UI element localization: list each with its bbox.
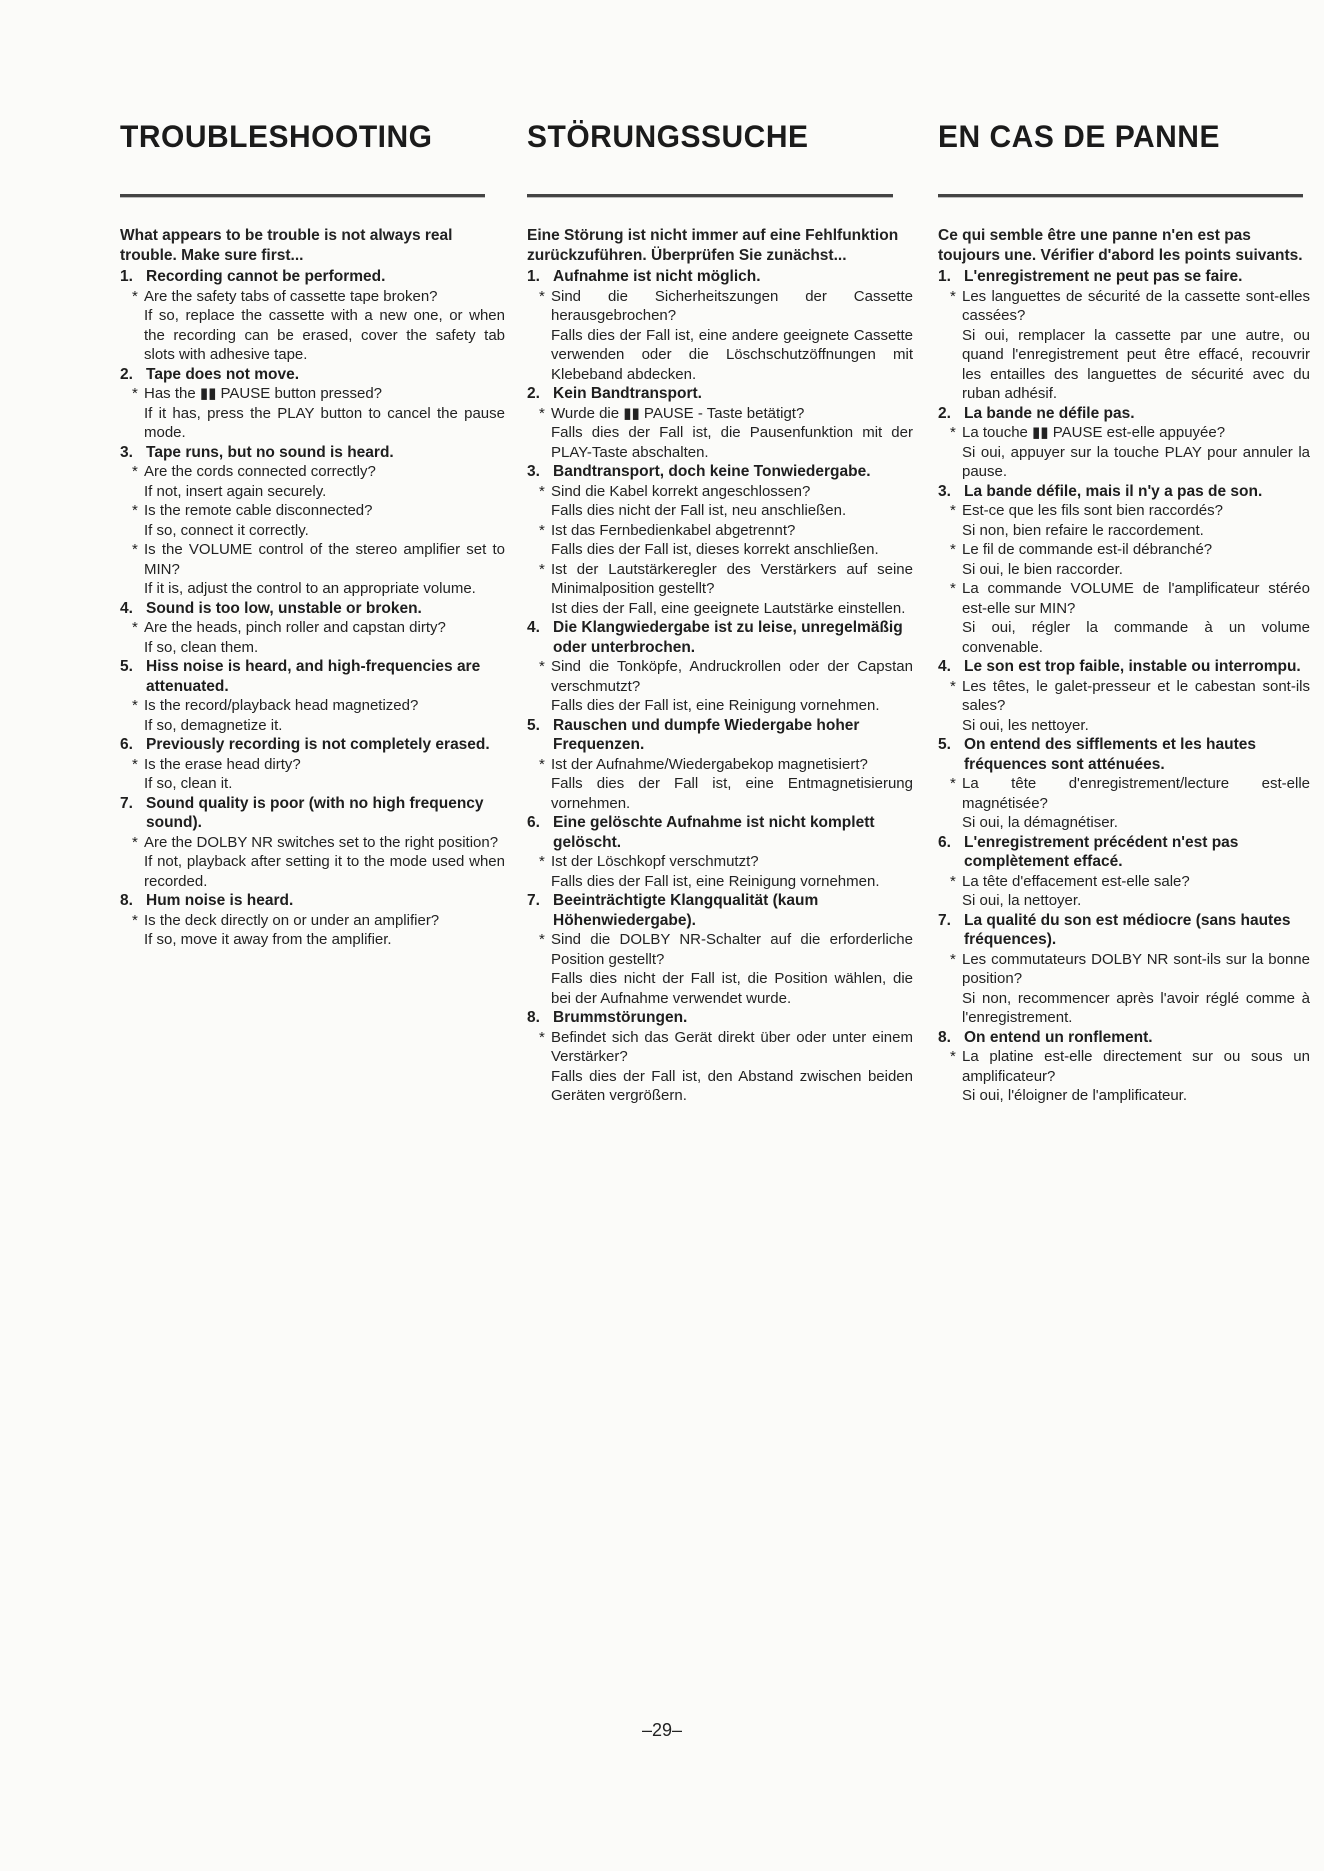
item-number: 5. xyxy=(120,658,133,675)
check-question: Befindet sich das Gerät direkt über oder unter einem Verstärker? xyxy=(551,1028,913,1065)
item-number: 5. xyxy=(938,736,951,753)
trouble-item xyxy=(120,365,505,443)
check-question: Is the VOLUME control of the stereo amplifier set to MIN? xyxy=(144,541,505,578)
item-title-text: La qualité du son est médiocre (sans hautes fréquences). xyxy=(964,911,1291,948)
check-answer: Si oui, appuyer sur la touche PLAY pour annuler la pause. xyxy=(962,443,1310,480)
asterisk-bullet-icon: * xyxy=(950,775,956,792)
trouble-item xyxy=(527,618,913,716)
section-heading-de: STÖRUNGSSUCHE xyxy=(527,120,809,155)
trouble-title xyxy=(120,443,505,463)
item-number: 6. xyxy=(527,814,540,831)
check-item-body xyxy=(551,287,913,385)
trouble-item xyxy=(120,599,505,658)
asterisk-bullet-icon: * xyxy=(132,502,138,519)
asterisk-bullet-icon: * xyxy=(132,463,138,480)
item-title-text: Aufnahme ist nicht möglich. xyxy=(553,268,761,285)
check-item-body xyxy=(962,774,1310,833)
check-answer: If not, playback after setting it to the mode used when recorded. xyxy=(144,853,505,890)
check-item xyxy=(539,755,913,814)
check-question: La touche ▮▮ PAUSE est-elle appuyée? xyxy=(962,424,1226,441)
asterisk-bullet-icon: * xyxy=(950,502,956,519)
trouble-item xyxy=(527,384,913,462)
check-answer: Falls dies der Fall ist, eine Reinigung vornehmen. xyxy=(551,697,880,714)
item-number: 7. xyxy=(938,911,951,929)
item-title-text: Die Klangwiedergabe ist zu leise, unregelmäßig oder unterbrochen. xyxy=(553,619,903,656)
check-question: Are the heads, pinch roller and capstan dirty? xyxy=(144,619,446,636)
item-title-text: Tape does not move. xyxy=(146,365,300,383)
check-item-body xyxy=(551,560,913,619)
check-item xyxy=(950,579,1310,657)
asterisk-bullet-icon: * xyxy=(539,931,545,948)
trouble-item xyxy=(938,735,1310,833)
trouble-title xyxy=(938,1028,1310,1048)
asterisk-bullet-icon: * xyxy=(132,911,138,929)
asterisk-bullet-icon: * xyxy=(539,287,545,305)
trouble-item xyxy=(938,482,1310,658)
check-item xyxy=(132,540,505,599)
trouble-item xyxy=(527,1008,913,1106)
item-number: 3. xyxy=(527,463,540,480)
check-item xyxy=(950,423,1310,482)
check-item-body xyxy=(962,950,1310,1028)
asterisk-bullet-icon: * xyxy=(950,950,956,968)
trouble-item xyxy=(938,404,1310,482)
check-answer: Si oui, la nettoyer. xyxy=(962,892,1082,909)
check-question: La platine est-elle directement sur ou sous un amplificateur? xyxy=(962,1048,1310,1085)
trouble-item xyxy=(938,267,1310,404)
check-question: Wurde die ▮▮ PAUSE - Taste betätigt? xyxy=(551,404,805,422)
asterisk-bullet-icon: * xyxy=(132,697,138,714)
trouble-title xyxy=(120,794,505,833)
check-answer: Falls dies der Fall ist, den Abstand zwischen beiden Geräten vergrößern. xyxy=(551,1067,913,1104)
item-title-text: Beeinträchtigte Klangqualität (kaum Höhenwiedergabe). xyxy=(553,892,819,929)
heading-divider xyxy=(527,194,893,198)
check-answer: If so, demagnetize it. xyxy=(144,716,283,734)
trouble-title xyxy=(527,618,913,657)
trouble-item xyxy=(527,813,913,891)
check-item xyxy=(132,462,505,501)
check-answer: Falls dies der Fall ist, eine Reinigung vornehmen. xyxy=(551,872,880,890)
check-question: Are the cords connected correctly? xyxy=(144,463,376,480)
item-title-text: Hiss noise is heard, and high-frequencies are attenuated. xyxy=(146,658,481,695)
item-title-text: L'enregistrement précédent n'est pas complètement effacé. xyxy=(964,833,1239,870)
item-number: 1. xyxy=(938,268,951,285)
section-heading-fr: EN CAS DE PANNE xyxy=(938,120,1220,155)
item-number: 5. xyxy=(527,716,540,734)
check-item-body xyxy=(962,579,1310,657)
asterisk-bullet-icon: * xyxy=(132,541,138,558)
check-item xyxy=(950,287,1310,404)
trouble-title xyxy=(938,833,1310,872)
heading-divider xyxy=(120,194,485,198)
check-question: Ist das Fernbedienkabel abgetrennt? xyxy=(551,521,796,539)
trouble-title xyxy=(938,911,1310,950)
asterisk-bullet-icon: * xyxy=(950,677,956,695)
check-item-body xyxy=(962,423,1310,482)
asterisk-bullet-icon: * xyxy=(950,1048,956,1065)
trouble-title xyxy=(120,891,505,911)
check-item-body xyxy=(551,521,913,560)
check-question: Are the DOLBY NR switches set to the right position? xyxy=(144,833,499,851)
trouble-item xyxy=(527,462,913,618)
check-item-body xyxy=(144,911,505,950)
check-answer: If it is, adjust the control to an appropriate volume. xyxy=(144,580,476,597)
asterisk-bullet-icon: * xyxy=(950,580,956,597)
check-answer: Si oui, les nettoyer. xyxy=(962,716,1089,734)
trouble-title xyxy=(938,657,1310,677)
asterisk-bullet-icon: * xyxy=(539,482,545,500)
check-question: Are the safety tabs of cassette tape broken? xyxy=(144,287,438,305)
check-question: Sind die Kabel korrekt angeschlossen? xyxy=(551,482,811,500)
column-french xyxy=(938,118,1310,1106)
trouble-item xyxy=(120,794,505,892)
check-question: Les commutateurs DOLBY NR sont-ils sur la bonne position? xyxy=(962,950,1310,987)
check-question: Is the record/playback head magnetized? xyxy=(144,697,419,714)
item-number: 4. xyxy=(120,599,133,617)
item-number: 7. xyxy=(527,892,540,909)
trouble-item xyxy=(527,891,913,1008)
trouble-item xyxy=(120,443,505,599)
trouble-item xyxy=(938,911,1310,1028)
check-item xyxy=(132,618,505,657)
item-number: 4. xyxy=(938,658,951,675)
item-title-text: Kein Bandtransport. xyxy=(553,385,702,402)
check-answer: If so, move it away from the amplifier. xyxy=(144,931,392,948)
intro-text: Ce qui semble être une panne n'en est pas toujours une. Vérifier d'abord les points suivants. xyxy=(938,227,1303,264)
item-title-text: Tape runs, but no sound is heard. xyxy=(146,443,394,461)
trouble-item xyxy=(527,267,913,384)
check-answer: Si oui, l'éloigner de l'amplificateur. xyxy=(962,1087,1188,1104)
check-answer: If so, connect it correctly. xyxy=(144,521,309,539)
check-question: Has the ▮▮ PAUSE button pressed? xyxy=(144,385,383,402)
trouble-item xyxy=(120,735,505,794)
item-number: 4. xyxy=(527,619,540,636)
asterisk-bullet-icon: * xyxy=(132,755,138,773)
check-question: Is the erase head dirty? xyxy=(144,755,301,773)
check-item xyxy=(539,852,913,891)
asterisk-bullet-icon: * xyxy=(950,541,956,558)
check-answer: Falls dies der Fall ist, die Pausenfunktion mit der PLAY-Taste abschalten. xyxy=(551,424,913,461)
check-item-body xyxy=(144,618,505,657)
check-answer: Falls dies der Fall ist, dieses korrekt anschließen. xyxy=(551,541,879,558)
check-item-body xyxy=(144,501,505,540)
trouble-title xyxy=(120,657,505,696)
trouble-title xyxy=(527,267,913,287)
check-item xyxy=(539,521,913,560)
check-item-body xyxy=(962,287,1310,404)
check-question: Is the remote cable disconnected? xyxy=(144,502,373,519)
item-number: 3. xyxy=(938,482,951,500)
check-question: Ist der Lautstärkeregler des Verstärkers auf seine Minimalposition gestellt? xyxy=(551,560,913,597)
check-question: Est-ce que les fils sont bien raccordés? xyxy=(962,502,1223,519)
check-item-body xyxy=(144,696,505,735)
item-title-text: La bande ne défile pas. xyxy=(964,404,1135,422)
check-question: Is the deck directly on or under an amplifier? xyxy=(144,911,440,929)
asterisk-bullet-icon: * xyxy=(539,560,545,578)
check-answer: Si non, bien refaire le raccordement. xyxy=(962,521,1204,539)
check-answer: Si oui, la démagnétiser. xyxy=(962,814,1118,831)
check-item xyxy=(539,482,913,521)
item-title-text: Recording cannot be performed. xyxy=(146,268,386,285)
trouble-title xyxy=(120,735,505,755)
check-question: La commande VOLUME de l'amplificateur stéréo est-elle sur MIN? xyxy=(962,580,1310,617)
check-item-body xyxy=(144,755,505,794)
check-item-body xyxy=(962,677,1310,736)
check-item-body xyxy=(551,1028,913,1106)
check-item xyxy=(539,657,913,716)
check-item xyxy=(950,872,1310,911)
check-answer: Falls dies der Fall ist, eine andere geeignete Cassette verwenden oder die Löschschutzöffnungen mit Klebeband abdecken. xyxy=(551,326,913,383)
item-number: 8. xyxy=(938,1028,951,1046)
check-question: Sind die Sicherheitszungen der Cassette herausgebrochen? xyxy=(551,287,913,324)
check-item xyxy=(539,930,913,1008)
item-number: 1. xyxy=(527,268,540,285)
trouble-title xyxy=(938,482,1310,502)
trouble-item xyxy=(527,716,913,814)
check-answer: If so, clean them. xyxy=(144,638,259,656)
check-question: Les têtes, le galet-presseur et le cabestan sont-ils sales? xyxy=(962,677,1310,714)
asterisk-bullet-icon: * xyxy=(539,755,545,773)
check-item xyxy=(950,1047,1310,1106)
item-title-text: On entend un ronflement. xyxy=(964,1028,1153,1046)
item-title-text: Bandtransport, doch keine Tonwiedergabe. xyxy=(553,463,871,480)
page-number: –29– xyxy=(641,1720,683,1740)
check-answer: Falls dies der Fall ist, eine Entmagnetisierung vornehmen. xyxy=(551,775,913,812)
check-item-body xyxy=(962,540,1310,579)
asterisk-bullet-icon: * xyxy=(539,658,545,675)
trouble-item xyxy=(938,657,1310,735)
check-answer: Falls dies nicht der Fall ist, neu anschließen. xyxy=(551,502,847,519)
check-answer: If not, insert again securely. xyxy=(144,482,327,500)
item-title-text: L'enregistrement ne peut pas se faire. xyxy=(964,268,1243,285)
item-title-text: Sound is too low, unstable or broken. xyxy=(146,599,422,617)
check-question: Sind die Tonköpfe, Andruckrollen oder der Capstan verschmutzt? xyxy=(551,658,913,695)
check-answer: Falls dies nicht der Fall ist, die Position wählen, die bei der Aufnahme verwendet wurde. xyxy=(551,970,913,1007)
asterisk-bullet-icon: * xyxy=(950,872,956,890)
trouble-item xyxy=(120,891,505,950)
trouble-title xyxy=(527,462,913,482)
check-item xyxy=(950,501,1310,540)
check-item-body xyxy=(551,852,913,891)
check-answer: Ist dies der Fall, eine geeignete Lautstärke einstellen. xyxy=(551,599,906,617)
asterisk-bullet-icon: * xyxy=(132,287,138,305)
trouble-item xyxy=(938,1028,1310,1106)
item-title-text: Eine gelöschte Aufnahme ist nicht komplett gelöscht. xyxy=(553,814,875,851)
check-answer: If so, replace the cassette with a new one, or when the recording can be erased, cover the safety tab slots with adhesive tape. xyxy=(144,307,505,363)
check-question: La tête d'effacement est-elle sale? xyxy=(962,872,1190,890)
check-question: Les languettes de sécurité de la cassette sont-elles cassées? xyxy=(962,287,1310,324)
check-item-body xyxy=(551,657,913,716)
check-item-body xyxy=(144,540,505,599)
check-question: La tête d'enregistrement/lecture est-elle magnétisée? xyxy=(962,775,1310,812)
check-item-body xyxy=(962,872,1310,911)
item-number: 7. xyxy=(120,794,133,812)
check-question: Le fil de commande est-il débranché? xyxy=(962,541,1213,558)
column-german xyxy=(527,118,913,1106)
check-item xyxy=(950,677,1310,736)
trouble-title xyxy=(527,716,913,755)
intro-text: What appears to be trouble is not always real trouble. Make sure first... xyxy=(120,227,453,264)
asterisk-bullet-icon: * xyxy=(950,287,956,305)
intro-text: Eine Störung ist nicht immer auf eine Fehlfunktion zurückzuführen. Überprüfen Sie zunächst... xyxy=(527,227,899,264)
trouble-item xyxy=(120,657,505,735)
check-item xyxy=(539,287,913,385)
check-item xyxy=(132,833,505,892)
asterisk-bullet-icon: * xyxy=(950,424,956,441)
asterisk-bullet-icon: * xyxy=(539,404,545,422)
check-item xyxy=(132,384,505,443)
check-item-body xyxy=(551,404,913,463)
item-number: 6. xyxy=(120,736,133,753)
item-number: 3. xyxy=(120,443,133,461)
check-item xyxy=(539,1028,913,1106)
check-item-body xyxy=(551,755,913,814)
item-number: 8. xyxy=(527,1009,540,1026)
check-question: Ist der Aufnahme/Wiedergabekop magnetisiert? xyxy=(551,755,868,773)
heading-divider xyxy=(938,194,1303,198)
asterisk-bullet-icon: * xyxy=(132,833,138,851)
asterisk-bullet-icon: * xyxy=(132,385,138,402)
trouble-title xyxy=(527,891,913,930)
check-item xyxy=(950,774,1310,833)
trouble-title xyxy=(527,1008,913,1028)
item-number: 1. xyxy=(120,268,133,285)
trouble-title xyxy=(938,267,1310,287)
check-item-body xyxy=(144,384,505,443)
item-title-text: Previously recording is not completely erased. xyxy=(146,736,490,753)
check-question: Ist der Löschkopf verschmutzt? xyxy=(551,853,759,870)
item-title-text: Rauschen und dumpfe Wiedergabe hoher Frequenzen. xyxy=(553,716,860,753)
check-question: Sind die DOLBY NR-Schalter auf die erforderliche Position gestellt? xyxy=(551,931,913,968)
check-item-body xyxy=(551,482,913,521)
asterisk-bullet-icon: * xyxy=(539,1028,545,1046)
check-item-body xyxy=(144,462,505,501)
item-number: 2. xyxy=(120,365,133,383)
check-answer: Si oui, régler la commande à un volume convenable. xyxy=(962,619,1310,656)
item-title-text: Brummstörungen. xyxy=(553,1009,688,1026)
asterisk-bullet-icon: * xyxy=(539,853,545,870)
check-item-body xyxy=(962,501,1310,540)
check-item xyxy=(132,755,505,794)
check-item xyxy=(132,287,505,365)
item-number: 8. xyxy=(120,892,133,909)
item-title-text: On entend des sifflements et les hautes fréquences sont atténuées. xyxy=(964,736,1256,773)
check-answer: If so, clean it. xyxy=(144,775,233,792)
trouble-title xyxy=(120,267,505,287)
check-item xyxy=(132,911,505,950)
check-item xyxy=(950,950,1310,1028)
section-heading-en: TROUBLESHOOTING xyxy=(120,120,433,155)
check-item-body xyxy=(144,833,505,892)
item-title-text: Le son est trop faible, instable ou interrompu. xyxy=(964,658,1301,675)
check-item xyxy=(132,696,505,735)
trouble-title xyxy=(527,384,913,404)
trouble-title xyxy=(938,404,1310,424)
check-item xyxy=(539,560,913,619)
check-item-body xyxy=(962,1047,1310,1106)
trouble-item xyxy=(120,267,505,365)
check-answer: Si oui, remplacer la cassette par une autre, ou quand l'enregistrement peut être effacé, recouvrir les entailles des languettes de sécurité avec du ruban adhésif. xyxy=(962,326,1310,402)
trouble-title xyxy=(120,365,505,385)
check-answer: Si oui, le bien raccorder. xyxy=(962,560,1123,578)
asterisk-bullet-icon: * xyxy=(132,619,138,636)
check-item-body xyxy=(144,287,505,365)
check-item xyxy=(539,404,913,463)
check-item-body xyxy=(551,930,913,1008)
item-number: 2. xyxy=(527,385,540,402)
check-answer: Si non, recommencer après l'avoir réglé comme à l'enregistrement. xyxy=(962,989,1310,1026)
check-answer: If it has, press the PLAY button to cancel the pause mode. xyxy=(144,404,505,441)
trouble-title xyxy=(120,599,505,619)
trouble-title xyxy=(527,813,913,852)
item-title-text: Hum noise is heard. xyxy=(146,892,294,909)
check-item xyxy=(950,540,1310,579)
asterisk-bullet-icon: * xyxy=(539,521,545,539)
trouble-item xyxy=(938,833,1310,911)
item-title-text: La bande défile, mais il n'y a pas de son. xyxy=(964,482,1263,500)
trouble-title xyxy=(938,735,1310,774)
column-english xyxy=(120,118,505,950)
item-number: 2. xyxy=(938,404,951,422)
check-item xyxy=(132,501,505,540)
item-title-text: Sound quality is poor (with no high frequency sound). xyxy=(146,794,484,831)
item-number: 6. xyxy=(938,833,951,851)
